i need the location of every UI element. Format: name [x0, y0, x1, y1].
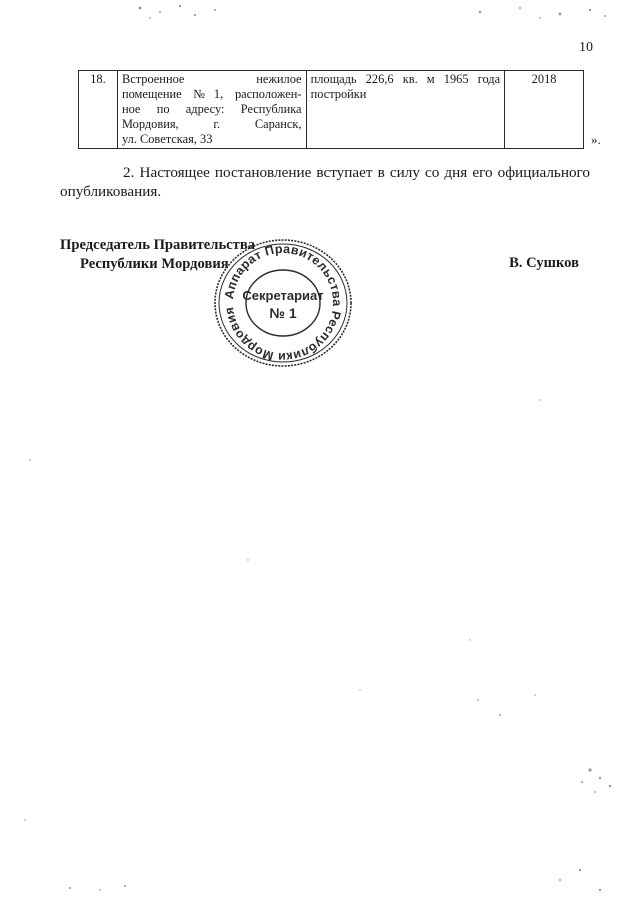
- property-name-line: помещение №1, расположен-: [121, 87, 302, 101]
- closing-quote: ».: [591, 132, 601, 147]
- official-seal: [213, 238, 353, 368]
- table-row: [79, 71, 584, 149]
- property-name-line: ул. Советская, 33: [121, 132, 213, 146]
- property-description: площадь 226,6 кв. м 1965 года постройки: [306, 71, 505, 149]
- signatory-title-line2: Республики Мордовия: [80, 256, 229, 272]
- property-name: [117, 71, 306, 149]
- property-table: [78, 70, 584, 149]
- signatory-name: В. Сушков: [509, 255, 579, 271]
- property-name-line: Встроенное нежилое: [121, 72, 302, 86]
- seal-center-line2: № 1: [269, 305, 297, 321]
- property-name-line: Мордовия, г. Саранск,: [121, 117, 302, 131]
- effective-clause: 2. Настоящее постановление вступает в силу со дня его официального опубликования.: [60, 164, 590, 200]
- property-year: 2018: [505, 71, 584, 149]
- page-number: 10: [579, 40, 593, 55]
- row-number: 18.: [79, 71, 118, 149]
- signatory-title-line1: Председатель Правительства: [60, 237, 256, 253]
- seal-ring-text: Аппарат Правительства Республики Мордовия: [222, 241, 345, 365]
- seal-center-line1: Секретариат: [242, 288, 324, 303]
- property-name-line: ное по адресу: Республика: [121, 102, 302, 116]
